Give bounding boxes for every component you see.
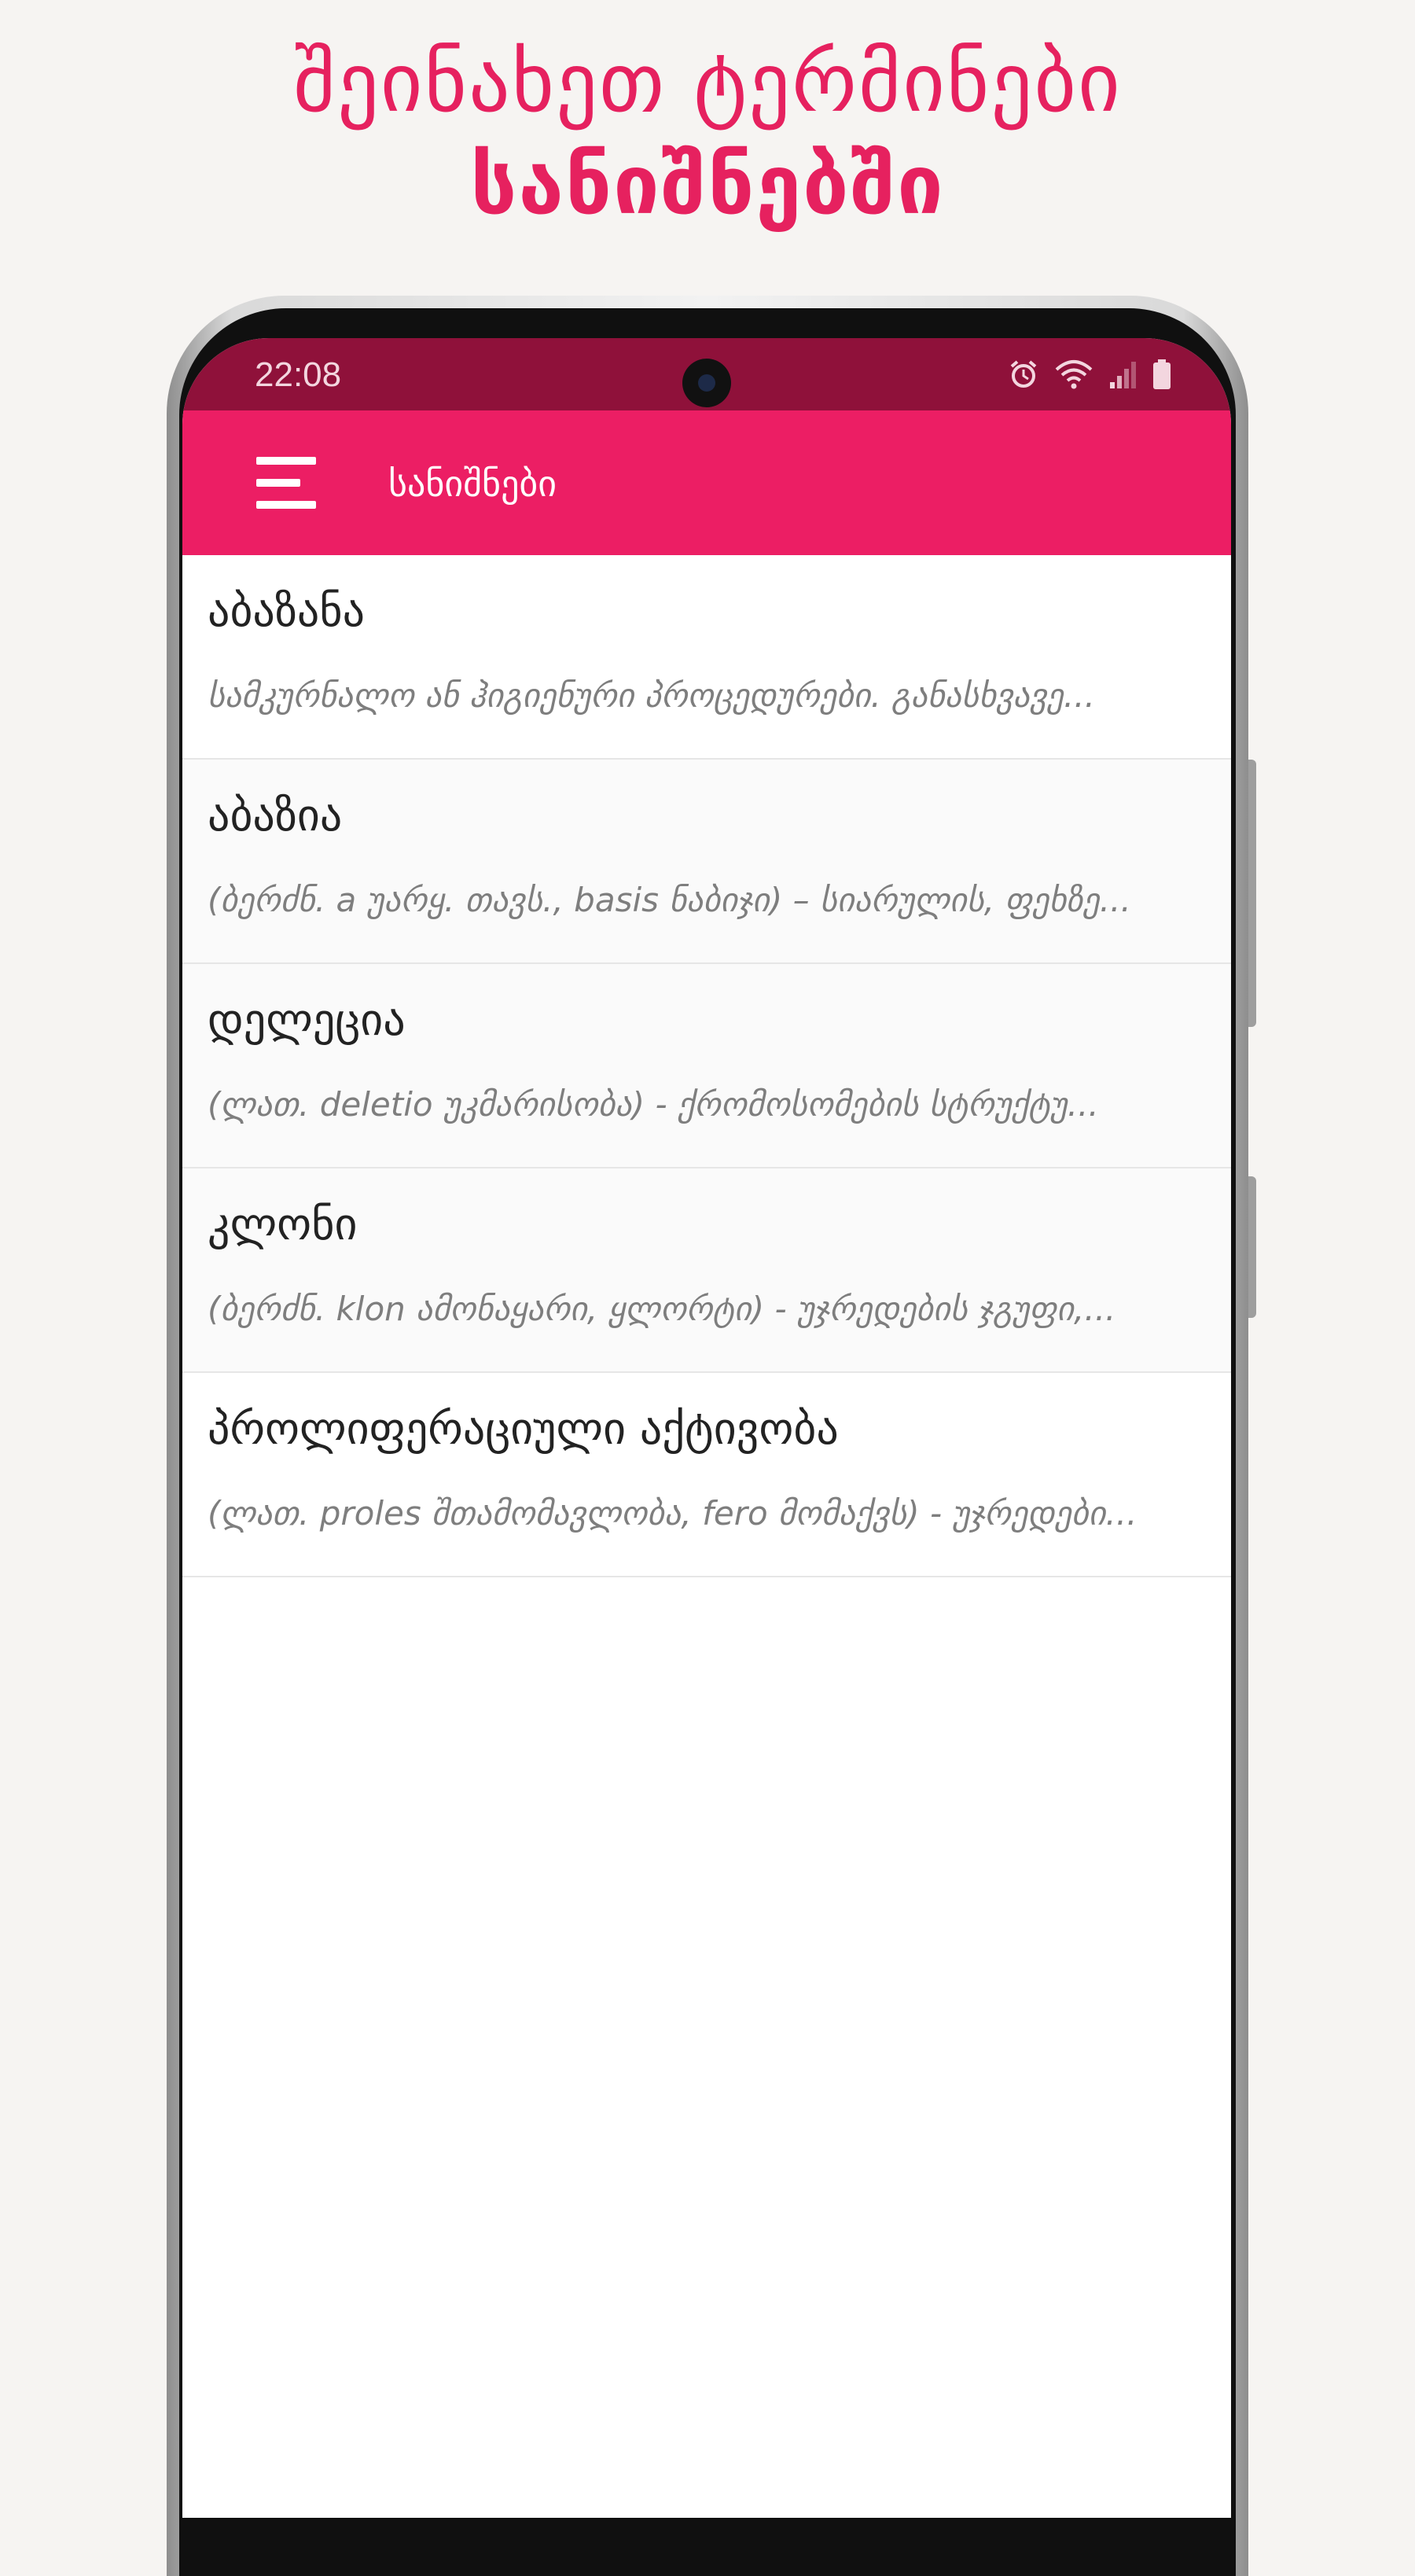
status-bar — [182, 338, 1231, 410]
page-title: სანიშნები — [388, 462, 557, 505]
phone-screen — [182, 338, 1231, 2518]
bookmark-item[interactable] — [182, 964, 1231, 1168]
status-icons — [1008, 357, 1171, 392]
bookmark-item[interactable] — [182, 555, 1231, 760]
bookmark-term: პროლიფერაციული აქტივობა — [208, 1404, 839, 1455]
app-bar — [182, 410, 1231, 555]
bookmark-list — [182, 555, 1231, 1577]
bookmark-term: აბაზია — [208, 790, 343, 841]
promo-line-1: შეინახეთ ტერმინები — [293, 35, 1122, 131]
front-camera — [682, 359, 731, 407]
alarm-icon — [1008, 359, 1039, 390]
bookmark-definition: სამკურნალო ან ჰიგიენური პროცედურები. განასხვავე... — [208, 676, 1095, 715]
promo-line-2: სანიშნებში — [470, 137, 945, 233]
power-button — [1248, 1176, 1256, 1318]
bookmark-term: კლონი — [208, 1199, 358, 1250]
battery-icon — [1152, 359, 1171, 390]
bookmark-term: აბაზანა — [208, 586, 366, 637]
volume-button — [1248, 760, 1256, 1027]
bookmark-definition: (ბერძნ. klon ამონაყარი, ყლორტი) - უჯრედების ჯგუფი,... — [208, 1290, 1116, 1328]
wifi-icon — [1053, 359, 1094, 390]
bookmark-definition: (ბერძნ. a უარყ. თავს., basis ნაბიჯი) – სიარულის, ფეხზე... — [208, 881, 1131, 919]
bookmark-item[interactable] — [182, 1373, 1231, 1577]
signal-icon — [1108, 359, 1138, 390]
bookmark-term: დელეცია — [208, 995, 406, 1046]
bookmark-definition: (ლათ. deletio უკმარისობა) - ქრომოსომების სტრუქტუ... — [208, 1085, 1099, 1124]
bookmark-item[interactable] — [182, 1168, 1231, 1373]
bookmark-definition: (ლათ. proles შთამომავლობა, fero მომაქვს) - უჯრედები... — [208, 1494, 1138, 1533]
bookmark-item[interactable] — [182, 760, 1231, 964]
status-time: 22:08 — [255, 355, 342, 394]
promo-heading — [0, 31, 1415, 236]
hamburger-menu-icon[interactable] — [247, 445, 325, 521]
